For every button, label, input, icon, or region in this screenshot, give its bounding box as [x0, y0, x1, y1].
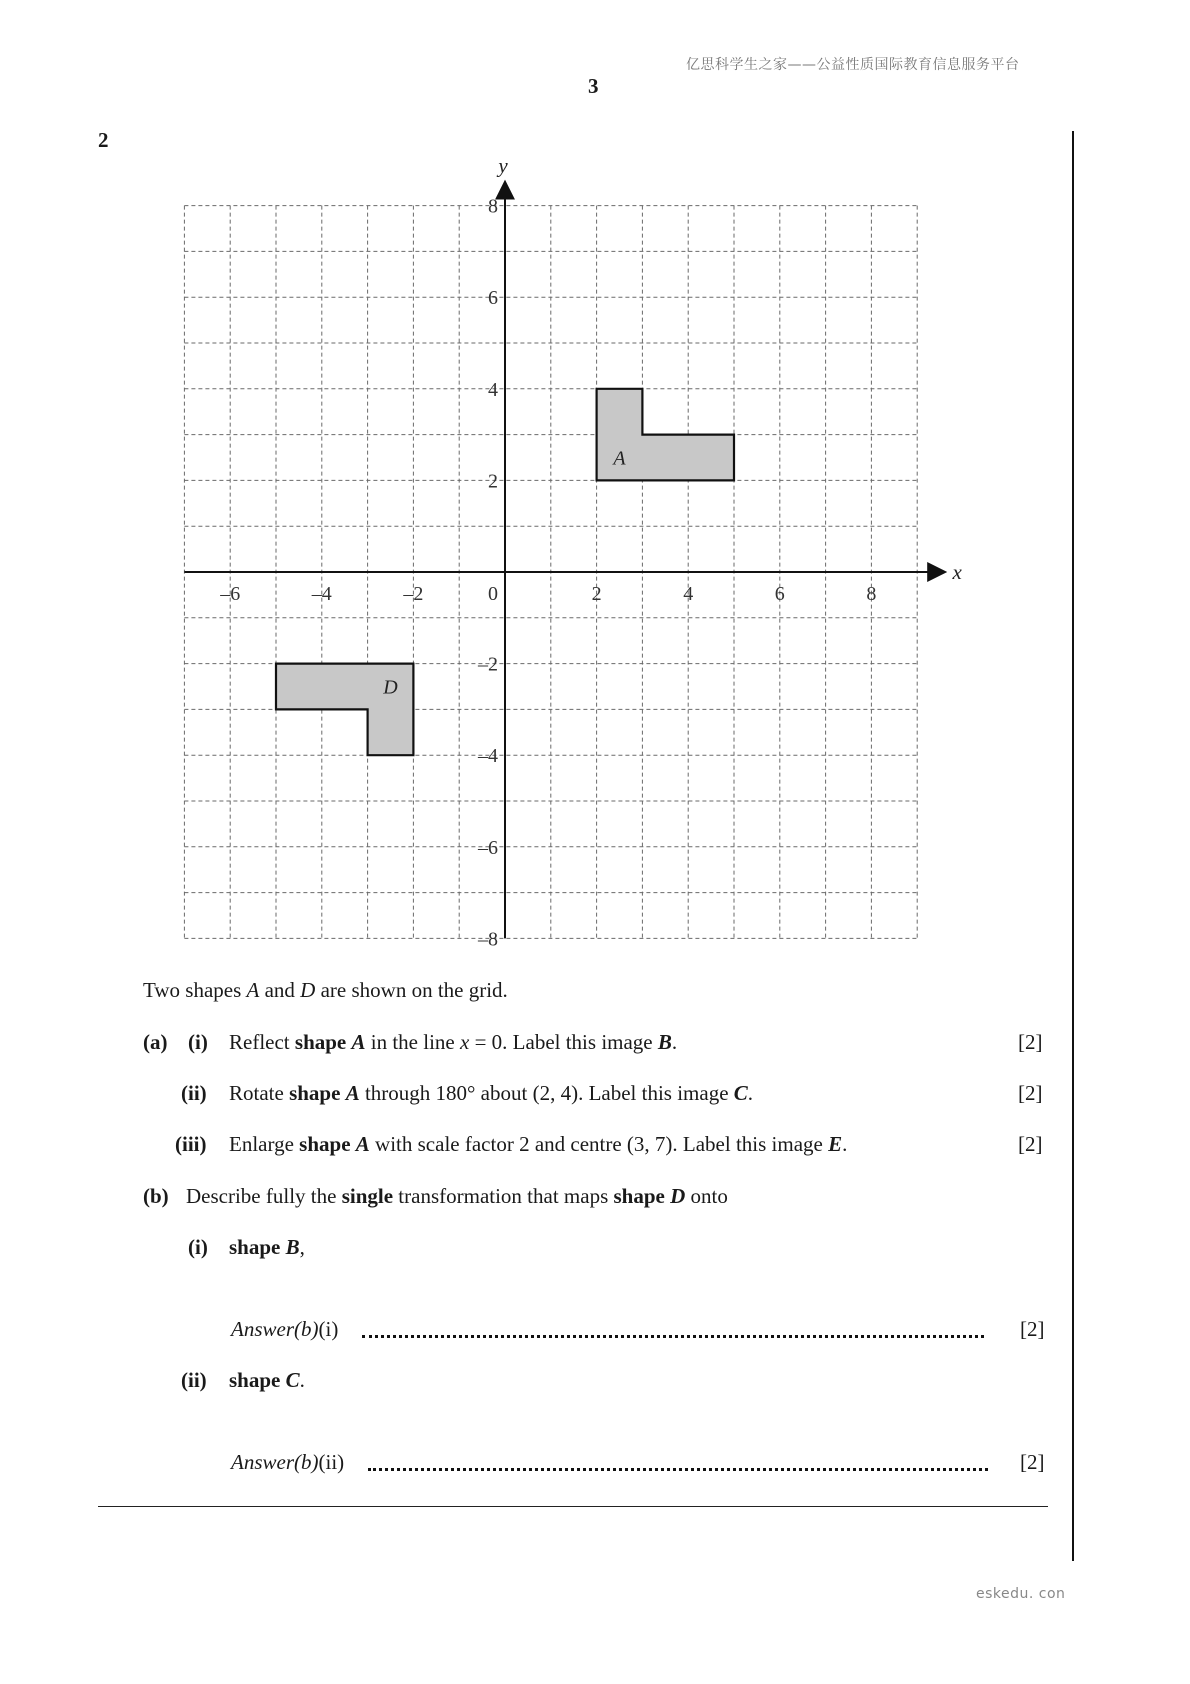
- answer-b-i-label: Answer(b)(i): [231, 1317, 339, 1341]
- y-tick-label: 2: [488, 470, 498, 493]
- answer-b-i-line[interactable]: [362, 1335, 984, 1338]
- x-tick-label: 6: [774, 583, 785, 605]
- y-tick-label: –4: [478, 745, 498, 768]
- part-a-iii-number: (iii): [175, 1132, 207, 1156]
- x-tick-label: –4: [311, 583, 332, 605]
- y-axis-label: y: [498, 153, 508, 178]
- part-b-ii-number: (ii): [181, 1368, 207, 1392]
- y-tick-label: 4: [488, 378, 498, 401]
- answer-b-ii-label: Answer(b)(ii): [231, 1450, 345, 1474]
- y-tick-label: 8: [488, 195, 498, 218]
- part-a-i-text: Reflect shape A in the line x = 0. Label this image B.: [229, 1030, 678, 1054]
- part-b-i-marks: [2]: [1020, 1317, 1045, 1341]
- y-tick-label: –8: [478, 928, 498, 951]
- part-a-i-number: (i): [188, 1030, 208, 1054]
- part-b-i-text: shape B,: [229, 1235, 305, 1259]
- part-a-iii-marks: [2]: [1018, 1132, 1043, 1156]
- shape-label-a: A: [613, 447, 626, 470]
- bottom-rule: [98, 1506, 1048, 1507]
- y-tick-label: –2: [478, 653, 498, 676]
- y-tick-label: –6: [478, 836, 498, 859]
- part-b-text: Describe fully the single transformation that maps shape D onto: [186, 1184, 728, 1208]
- answer-b-ii-line[interactable]: [368, 1468, 988, 1471]
- intro-text: Two shapes A and D are shown on the grid.: [143, 978, 508, 1002]
- page-number: 3: [588, 74, 599, 98]
- part-b-i-number: (i): [188, 1235, 208, 1259]
- x-tick-label: 2: [591, 583, 602, 605]
- part-a-ii-marks: [2]: [1018, 1081, 1043, 1105]
- part-b-ii-text: shape C.: [229, 1368, 305, 1392]
- part-a-label: (a): [143, 1030, 168, 1054]
- x-tick-label: 0: [488, 583, 498, 605]
- x-tick-label: 4: [683, 583, 694, 605]
- x-tick-label: 8: [866, 583, 877, 605]
- shape-label-d: D: [383, 676, 398, 699]
- x-axis-label: x: [952, 560, 962, 584]
- header-watermark: 亿思科学生之家——公益性质国际教育信息服务平台: [686, 57, 1020, 73]
- x-tick-label: –2: [403, 583, 424, 605]
- axes: [184, 154, 962, 939]
- question-number: 2: [98, 128, 109, 152]
- footer-site: eskedu. con: [976, 1586, 1066, 1602]
- x-tick-label: –6: [220, 583, 241, 605]
- part-a-iii-text: Enlarge shape A with scale factor 2 and centre (3, 7). Label this image E.: [229, 1132, 848, 1156]
- part-a-i-marks: [2]: [1018, 1030, 1043, 1054]
- part-b-label: (b): [143, 1184, 169, 1208]
- part-b-ii-marks: [2]: [1020, 1450, 1045, 1474]
- part-a-ii-number: (ii): [181, 1081, 207, 1105]
- y-tick-label: 6: [488, 287, 498, 310]
- part-a-ii-text: Rotate shape A through 180° about (2, 4). Label this image C.: [229, 1081, 754, 1105]
